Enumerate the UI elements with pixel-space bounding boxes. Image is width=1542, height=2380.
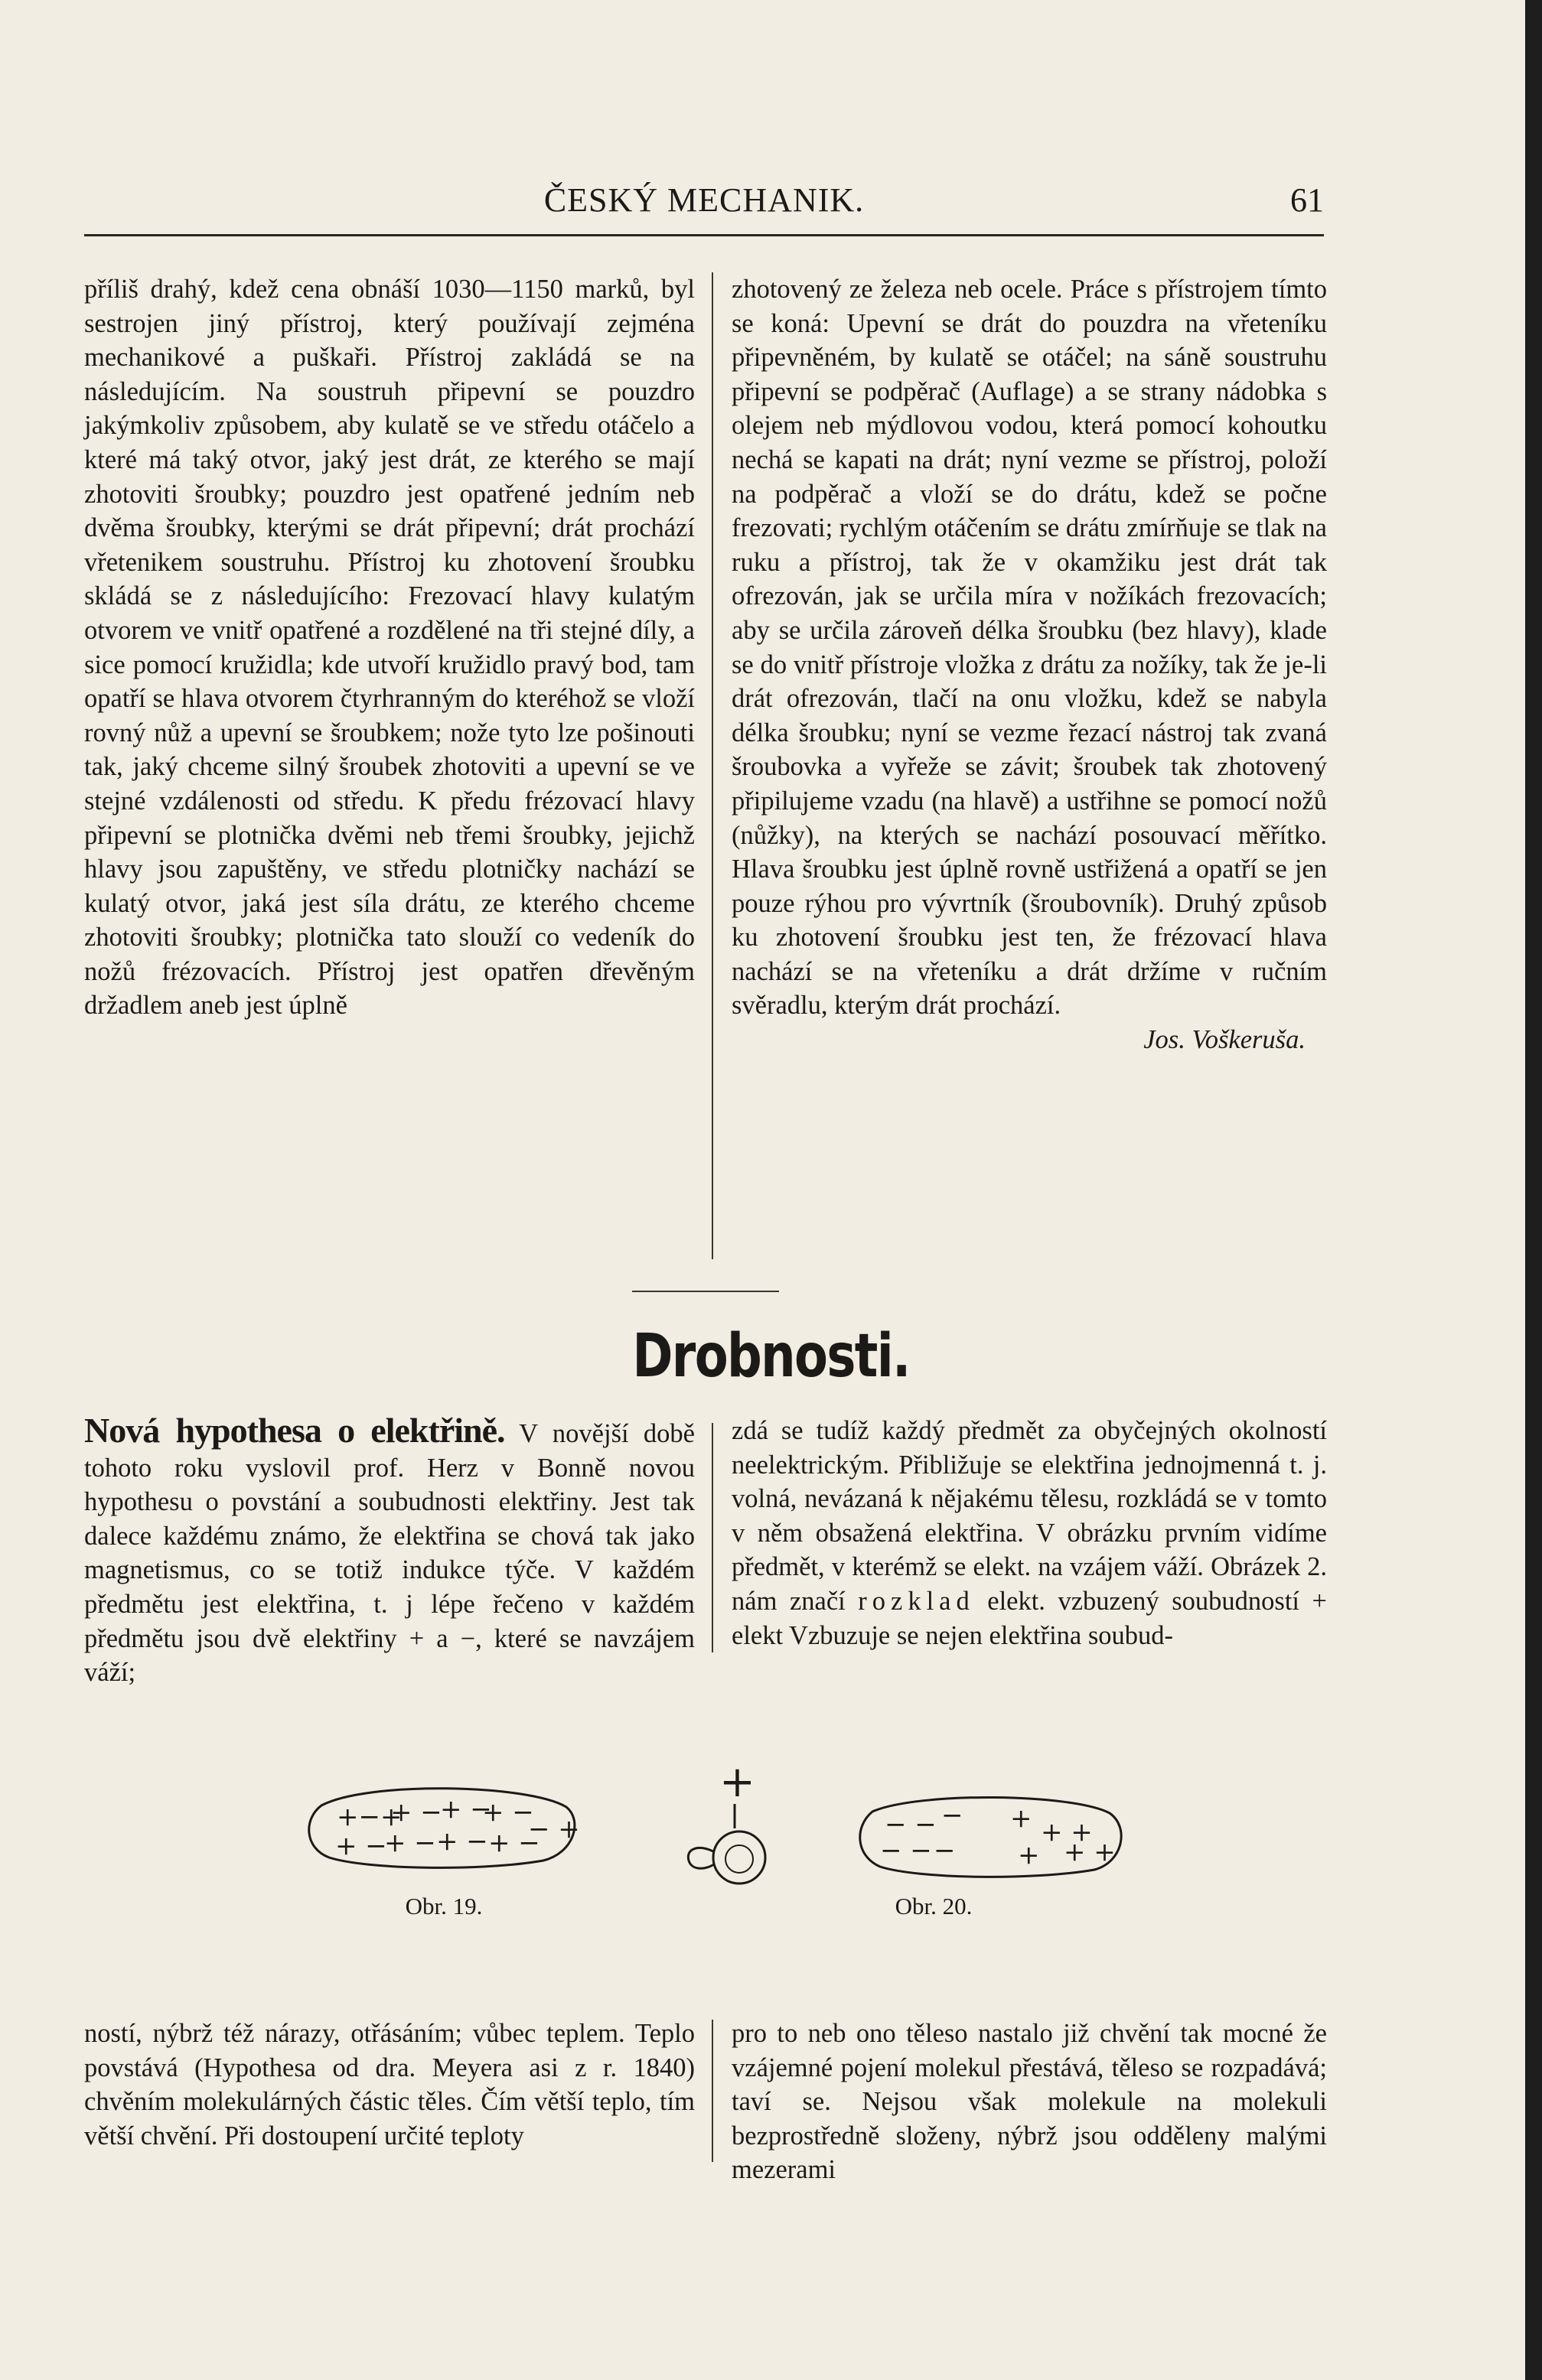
figure-19 <box>298 1775 589 1874</box>
header-rule <box>84 234 1324 236</box>
drobnosti-paragraph-right <box>732 1414 1327 1652</box>
section-divider <box>632 1291 779 1292</box>
article-text-right: zhotovený ze železa neb ocele. Práce s přístrojem tímto se koná: Upevní se drát do pouzdra na vřeteníku připevněném, by kulatě se otáčel; na sáně soustruhu připevní se podpěrač (Auflage) a se strany nádobka s olejem neb mýdlovou vodou, která pomocí kohoutku nechá se kapati na drát; nyní vezme se přístroj, položí na podpěrač a vloží se do drátu, kdež se počne frezovati; rychlým otáčením se drátu zmírňuje se tlak na ruku a přístroj, tak že v okamžiku jest drát tak ofrezován, jak se určila míra v nožíkách frezovacích; aby se určila zároveň délka šroubku (bez hlavy), klade se do vnitř přístroje vložka z drátu za nožíky, tak že je-li drát ofrezován, tlačí na onu vložku, kdež se nabyla délka šroubku; nyní se vezme řezací nástroj tak zvaná šroubovka a vyřeže se závit; šroubek tak zhotovený připilujeme vzadu (na hlavě) a ustřihne se pomocí nožů (nůžky), na kterých se nachází posouvací měřítko. Hlava šroubku jest úplně rovně ustřižená a opatří se jen pouze rýhou pro vývrtník (šroubovník). Druhý způsob ku zhotovení šroubku jest ten, že frézovací hlava nachází se na vřeteníku a drát držíme v ručním svěradlu, kterým drát prochází. <box>732 275 1327 1021</box>
drobnosti-text-right: zdá se tudíž každý předmět za obyčejných okolností neelektrickým. Přibližuje se elektřina jednojmenná t. j. volná, nevázaná k nějakému tělesu, rozkládá se v tomto v něm obsažená elektřina. V obrázku prvním vidíme předmět, v kterémž se elekt. na vzájem váží. Obrázek 2. nám značí <box>732 1416 1327 1616</box>
closing-text-left: ností, nýbrž též nárazy, otřásáním; vůbec teplem. Teplo povstává (Hypothesa od dra. Meyera asi z r. 1840) chvěním molekulárných částic těles. Čím větší teplo, tím větší chvění. Při dostoupení určité teploty <box>84 2019 695 2150</box>
svg-text:+ −: + − <box>384 1828 436 1858</box>
column-divider-2 <box>712 1423 713 1652</box>
closing-left-column <box>84 2017 695 2153</box>
svg-text:− +: − + <box>528 1814 580 1844</box>
article-left-column <box>84 272 695 1023</box>
closing-right-column <box>732 2017 1327 2187</box>
svg-text:+ −: + − <box>440 1794 492 1825</box>
drobnosti-paragraph-left <box>84 1411 696 1690</box>
closing-text-right: pro to neb ono těleso nastalo již chvění tak mocné že vzájemné pojení molekul přestává, těleso se rozpadává; taví se. Nejsou však molekule na molekuli bezprostředně složeny, nýbrž jsou odděleny malými mezerami <box>732 2019 1327 2185</box>
author-signature: Jos. Voškeruša. <box>1143 1025 1306 1055</box>
charge-symbols: + a −, <box>409 1623 482 1653</box>
figure-19-caption: Obr. 19. <box>405 1893 483 1919</box>
svg-text:+ +: + + <box>1041 1817 1093 1848</box>
svg-text:+ −: + − <box>390 1797 442 1828</box>
svg-text:+ +: + + <box>1064 1837 1116 1867</box>
svg-text:+ −: + − <box>436 1826 488 1857</box>
article-right-column <box>732 272 1327 1057</box>
running-head <box>84 181 1324 223</box>
electroscope-handle <box>688 1848 715 1869</box>
spaced-word: rozklad <box>858 1586 975 1616</box>
svg-text:+: + <box>1010 1803 1032 1834</box>
svg-text:+ −: + − <box>488 1828 540 1858</box>
figure-20-caption: Obr. 20. <box>895 1893 973 1919</box>
svg-text:+: + <box>1018 1840 1040 1870</box>
electroscope-drawing <box>673 1760 819 1897</box>
page-number: 61 <box>1290 181 1324 219</box>
drobnosti-text-c: které se navzájem váží; <box>84 1623 696 1688</box>
drobnosti-text-a: V novější době tohoto roku vyslovil prof. Herz v Bonně novou hypothesu o povstání a soubudnosti elektřiny. Jest tak dalece každému známo, že elektřina se chová tak jako magnetismus, co se totiž indukce týče. V každém předmětu jest elektřina, t. j lépe řečeno v každém předmětu jsou dvě elektřiny <box>84 1419 695 1653</box>
svg-text:−: − <box>934 1835 956 1866</box>
article-heading: Nová hypothesa o elektřině. <box>84 1411 505 1450</box>
svg-text:+−+: +−+ <box>337 1802 403 1832</box>
section-title: Drobnosti. <box>632 1322 910 1391</box>
drobnosti-right-column <box>732 1414 1327 1652</box>
svg-text:+ −: + − <box>482 1797 534 1828</box>
drobnosti-text-right-b: elekt. vzbuzený soubudností + elekt Vzbuzuje se nejen elektřina soubud- <box>732 1586 1327 1650</box>
svg-text:− −: − − <box>885 1809 937 1840</box>
figure-20 <box>849 1790 1133 1882</box>
column-divider-3 <box>712 2020 713 2162</box>
svg-text:+: + <box>719 1760 755 1807</box>
svg-text:−: − <box>941 1800 963 1831</box>
svg-text:− −: − − <box>880 1835 932 1866</box>
article-text-left: příliš drahý, kdež cena obnáší 1030—1150 marků, byl sestrojen jiný přístroj, který používají zejména mechanikové a puškaři. Přístroj zakládá se na následujícím. Na soustruh připevní se pouzdro jakýmkoliv způsobem, aby kulatě se ve středu otáčelo a které má taký otvor, jaký jest drát, ze kterého se mají zhotoviti šroubky; pouzdro jest opatřené jedním neb dvěma šroubky, kterými se drát připevní; drát prochází vřetenikem soustruhu. Přístroj ku zhotovení šroubku skládá se z následujícího: Frezovací hlavy kulatým otvorem ve vnitř opatřené a rozdělené na tři stejné díly, a sice pomocí kružidla; kde utvoří kružidlo pravý bod, tam opatří se hlava otvorem čtyrhranným do kteréhož se vloží rovný nůž a upevní se šroubkem; nože tyto lze pošinouti tak, jaký chceme silný šroubek zhotoviti a upevní se ve stejné vzdálenosti od středu. K předu frézovací hlavy připevní se plotnička dvěmi neb třemi šroubky, jejichž hlavy jsou zapuštěny, ve středu plotničky nachází se kulatý otvor, jaká jest síla drátu, ze kterého chceme zhotoviti šroubky; plotnička tato slouží co vedeník do nožů frézovacích. Přístroj jest opatřen dřevěným držadlem aneb jest úplně <box>84 275 695 1021</box>
drobnosti-left-column <box>84 1411 696 1690</box>
svg-text:+ −: + − <box>335 1831 387 1861</box>
journal-title: ČESKÝ MECHANIK. <box>543 181 865 219</box>
column-divider <box>712 272 713 1259</box>
